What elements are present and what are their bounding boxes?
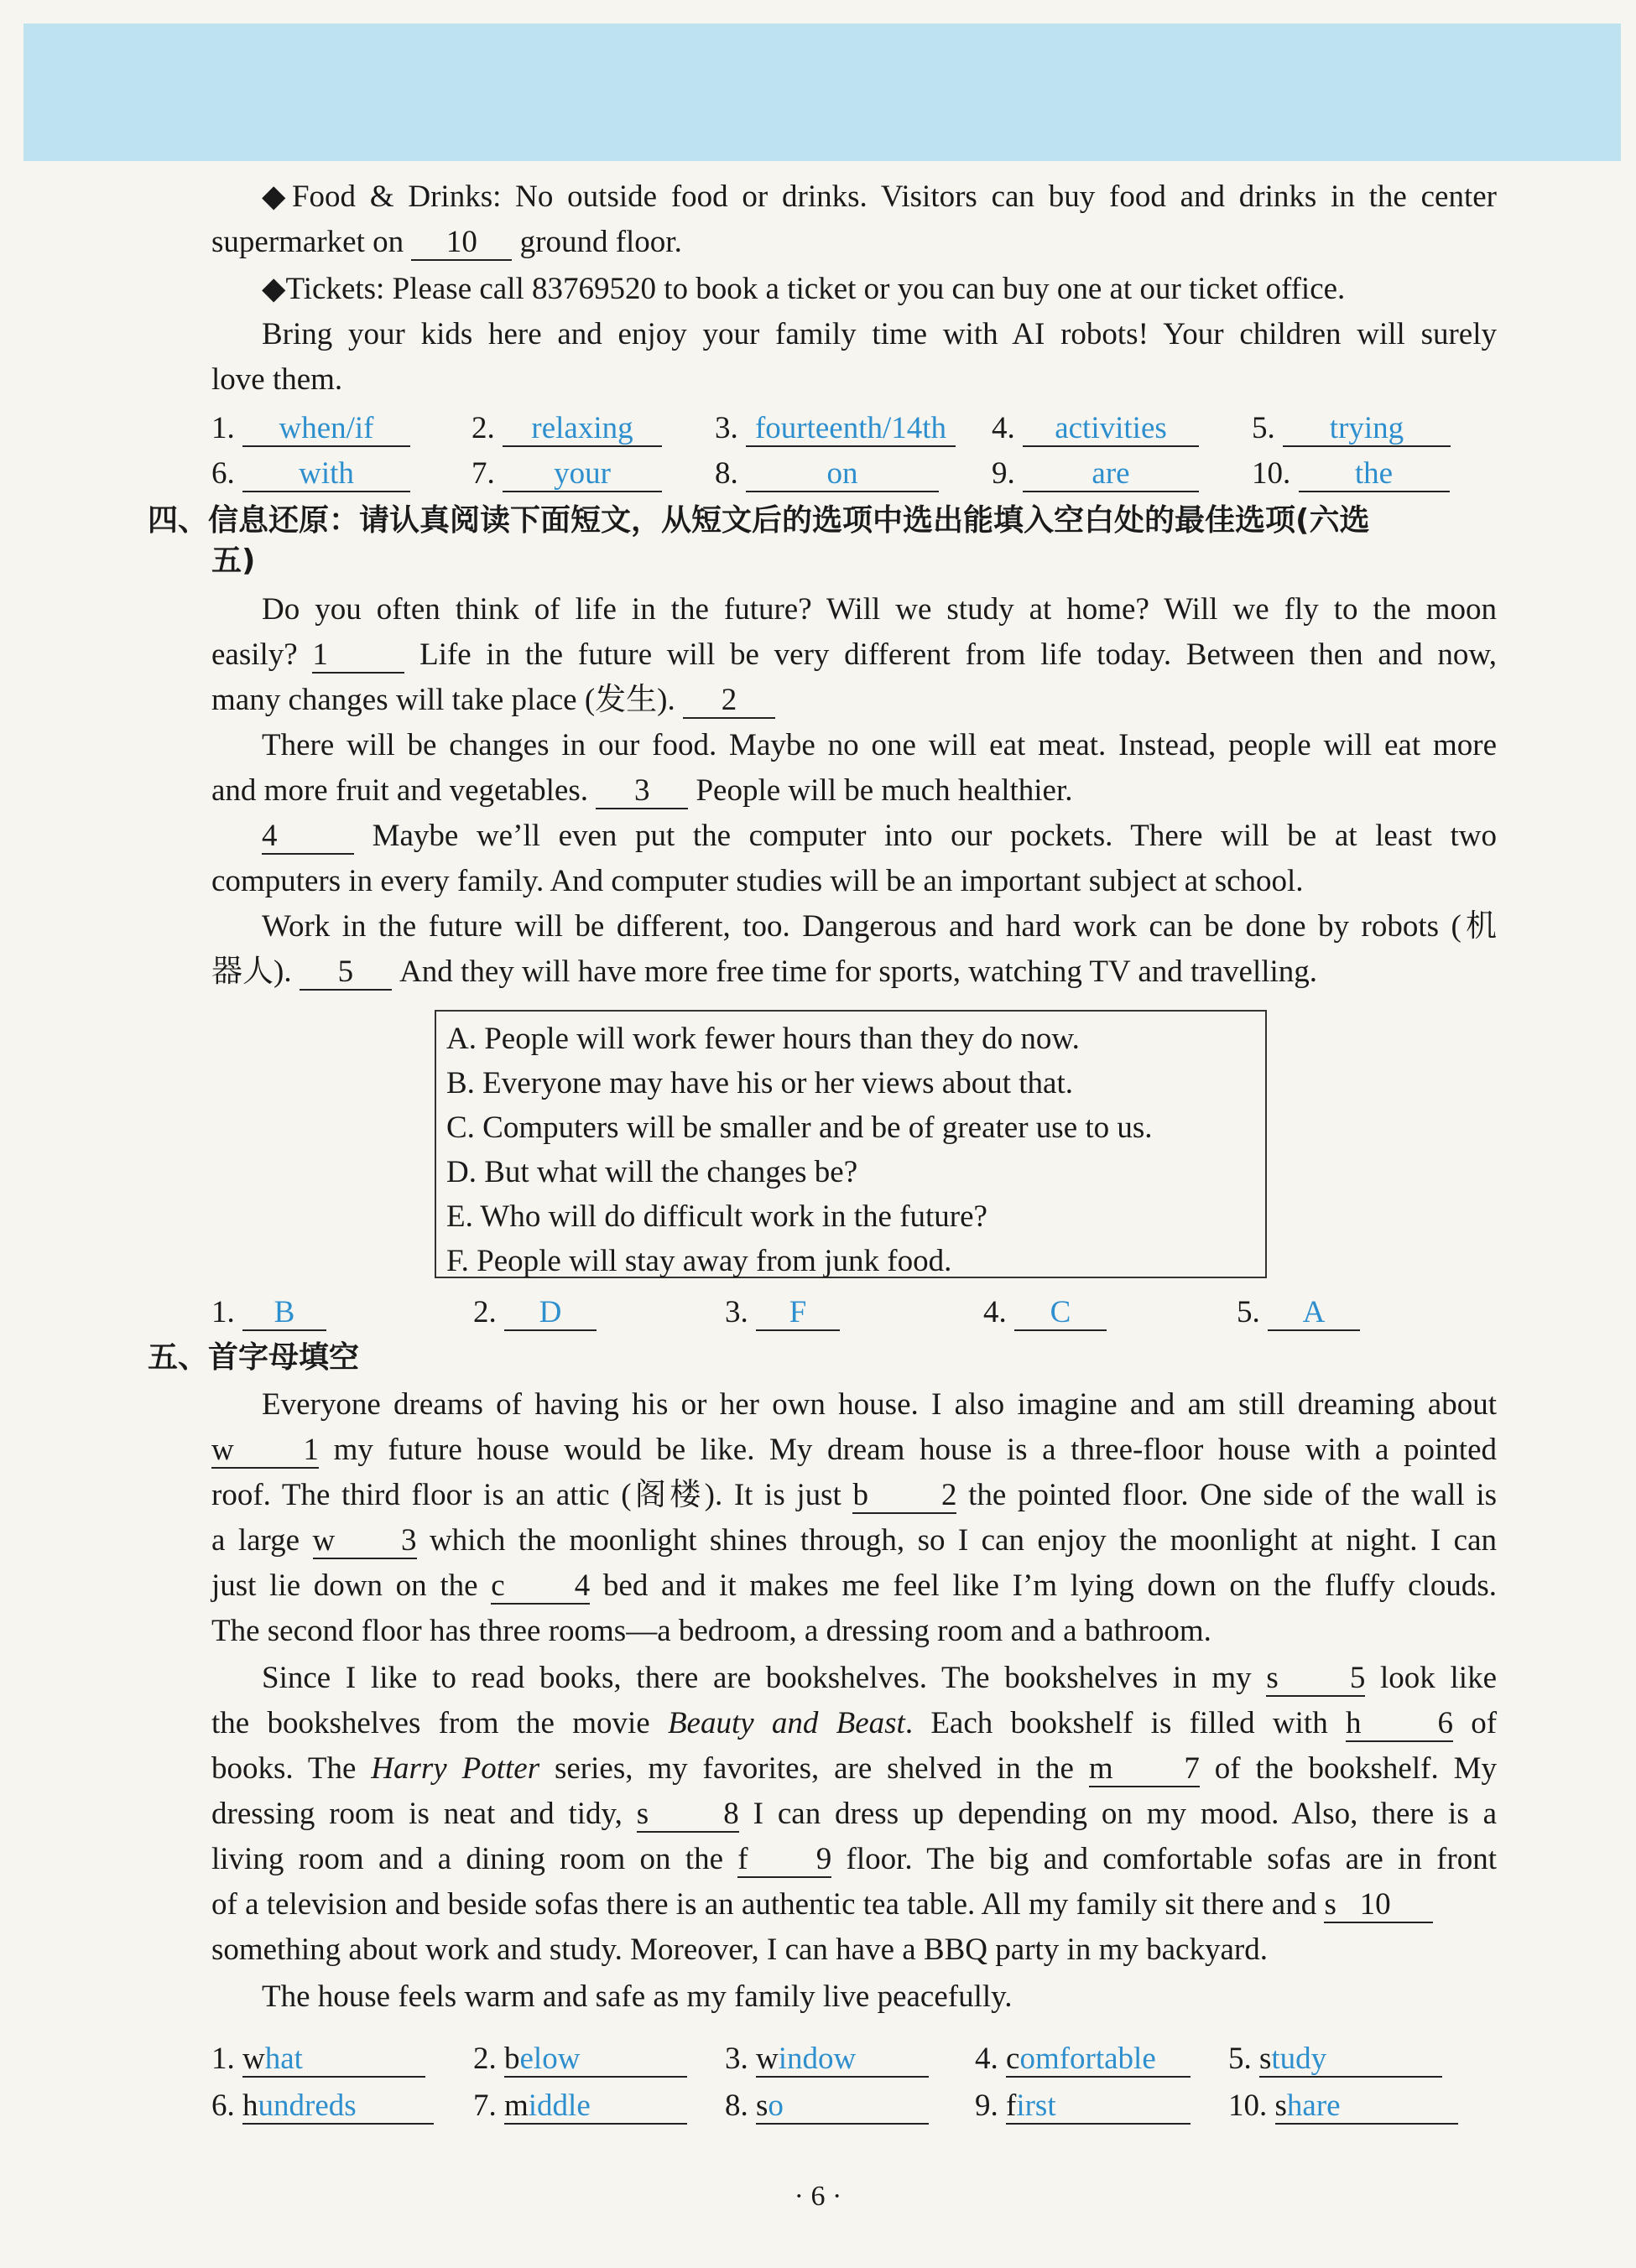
section3-answers-row1: 1. when/if 2. relaxing 3. fourteenth/14th 4. activities 5. trying xyxy=(211,406,1520,451)
s5-line6: The second floor has three rooms—a bedroom, a dressing room and a bathroom. xyxy=(211,1614,1211,1648)
s5-line9: books. The Harry Potter series, my favorites, are shelved in the m 7 of the bookshelf. My xyxy=(211,1751,1497,1786)
s5-line4: a large w 3 which the moonlight shines through, so I can enjoy the moonlight at night. I can xyxy=(211,1523,1498,1558)
s4-p1-line3: many changes will take place (发生). 2 xyxy=(211,678,1497,723)
s4-p1-line2: easily? 1 Life in the future will be very different from life today. Between then and now, xyxy=(211,637,1497,672)
blank-s5-4[interactable]: c 4 xyxy=(491,1568,591,1603)
s4-p3-line1: 4 Maybe we’ll even put the computer into our pockets. There will be at least two xyxy=(262,819,1498,853)
answer-blank[interactable]: share xyxy=(1275,2089,1458,2125)
answer-blank[interactable]: so xyxy=(756,2089,929,2125)
answer-blank[interactable]: activities xyxy=(1023,412,1199,447)
section5-heading: 五、首字母填空 xyxy=(148,1340,360,1375)
answer-blank[interactable]: trying xyxy=(1283,412,1451,447)
section3-answers-row2: 6. with 7. your 8. on 9. are 10. the xyxy=(211,451,1520,497)
blank-s5-9[interactable]: f 9 xyxy=(737,1842,832,1876)
s5-line11: living room and a dining room on the f 9 floor. The big and comfortable sofas are in front xyxy=(211,1842,1497,1876)
s5-line8: the bookshelves from the movie Beauty and Beast. Each bookshelf is filled with h 6 of xyxy=(211,1706,1498,1740)
s4-p1-line1: Do you often think of life in the future? Will we study at home? Will we fly to the moon xyxy=(262,592,1497,627)
blank-s5-2[interactable]: b 2 xyxy=(852,1478,957,1512)
blank-s5-8[interactable]: s 8 xyxy=(636,1797,739,1831)
answer-blank[interactable]: the xyxy=(1299,457,1450,492)
answer-blank[interactable]: first xyxy=(1006,2089,1191,2125)
blank-1[interactable]: 1 xyxy=(312,638,404,674)
answer-blank[interactable]: your xyxy=(503,457,662,492)
section5-answers-row2: 6. hundreds 7. middle 8. so 9. first 10. share xyxy=(211,2083,1520,2129)
answer-blank[interactable]: are xyxy=(1023,457,1199,492)
section4-heading-2: 五) xyxy=(211,544,256,578)
page-number: · 6 · xyxy=(794,2181,842,2212)
s5-line12: of a television and beside sofas there is an authentic tea table. All my family sit there and s 10 xyxy=(211,1882,1520,1927)
closing-line-2: love them. xyxy=(211,362,343,397)
section4-answers: 1. B 2. D 3. F 4. C 5. A xyxy=(211,1290,1520,1335)
answer-blank[interactable]: with xyxy=(242,457,410,492)
tickets-line: ◆Tickets: Please call 83769520 to book a ticket or you can buy one at our ticket office. xyxy=(262,272,1346,306)
answer-blank[interactable]: when/if xyxy=(242,412,410,447)
closing-line: Bring your kids here and enjoy your family time with AI robots! Your children will surely xyxy=(262,317,1497,351)
answer-blank[interactable]: comfortable xyxy=(1006,2042,1191,2078)
answer-blank[interactable]: D xyxy=(504,1296,597,1331)
s4-p4-line2: 器人). 5 And they will have more free time for sports, watching TV and travelling. xyxy=(211,955,1318,989)
s5-line7: Since I like to read books, there are bookshelves. The bookshelves in my s 5 look like xyxy=(262,1661,1497,1695)
answer-blank[interactable]: A xyxy=(1268,1296,1360,1331)
s5-line10: dressing room is neat and tidy, s 8 I can dress up depending on my mood. Also, there is a xyxy=(211,1797,1498,1831)
answer-blank[interactable]: what xyxy=(242,2042,425,2078)
blank-s5-3[interactable]: w 3 xyxy=(312,1523,417,1558)
blank-2[interactable]: 2 xyxy=(683,684,775,719)
blank-10[interactable]: 10 xyxy=(411,226,512,261)
answer-blank[interactable]: below xyxy=(504,2042,687,2078)
blank-s5-7[interactable]: m 7 xyxy=(1088,1751,1200,1786)
option-c: C. Computers will be smaller and be of greater use to us. xyxy=(446,1111,1153,1145)
blank-s5-5[interactable]: s 5 xyxy=(1266,1661,1366,1695)
s5-line2: w 1 my future house would be like. My dream house is a three-floor house with a pointed xyxy=(211,1433,1498,1467)
option-e: E. Who will do difficult work in the future? xyxy=(446,1199,987,1234)
s4-p2-line1: There will be changes in our food. Maybe no one will eat meat. Instead, people will eat more xyxy=(262,728,1497,762)
s5-line3: roof. The third floor is an attic (阁楼). It is just b 2 the pointed floor. One side of the wall is xyxy=(211,1478,1498,1512)
answer-blank[interactable]: fourteenth/14th xyxy=(746,412,956,447)
answer-blank[interactable]: C xyxy=(1014,1296,1107,1331)
food-drinks-line: ◆Food & Drinks: No outside food or drinks. Visitors can buy food and drinks in the center xyxy=(262,179,1497,214)
s5-line13: something about work and study. Moreover, I can have a BBQ party in my backyard. xyxy=(211,1932,1268,1967)
s5-line5: just lie down on the c 4 bed and it makes me feel like I’m lying down on the fluffy clouds. xyxy=(211,1568,1497,1603)
section5-answers-row1: 1. what 2. below 3. window 4. comfortable 5. study xyxy=(211,2037,1520,2082)
answer-blank[interactable]: F xyxy=(756,1296,840,1331)
blank-3[interactable]: 3 xyxy=(596,774,688,809)
answer-blank[interactable]: B xyxy=(242,1296,326,1331)
food-drinks-line-2: supermarket on 10 ground floor. xyxy=(211,225,682,259)
answer-blank[interactable]: hundreds xyxy=(242,2089,434,2125)
answer-blank[interactable]: study xyxy=(1259,2042,1442,2078)
answer-blank[interactable]: on xyxy=(746,457,939,492)
s4-p2-line2: and more fruit and vegetables. 3 People will be much healthier. xyxy=(211,773,1073,808)
option-a: A. People will work fewer hours than they do now. xyxy=(446,1022,1080,1056)
option-f: F. People will stay away from junk food. xyxy=(446,1244,952,1278)
answer-blank[interactable]: relaxing xyxy=(503,412,662,447)
section4-heading: 四、信息还原：请认真阅读下面短文，从短文后的选项中选出能填入空白处的最佳选项(六选 xyxy=(148,503,1370,538)
s5-line14: The house feels warm and safe as my family live peacefully. xyxy=(262,1979,1013,2014)
options-box xyxy=(435,1010,1267,1278)
answer-blank[interactable]: middle xyxy=(504,2089,687,2125)
blank-5[interactable]: 5 xyxy=(300,955,392,991)
s5-line1: Everyone dreams of having his or her own house. I also imagine and am still dreaming about xyxy=(262,1387,1497,1422)
answer-blank[interactable]: window xyxy=(756,2042,929,2078)
option-d: D. But what will the changes be? xyxy=(446,1155,858,1189)
blank-4[interactable]: 4 xyxy=(262,819,354,855)
s4-p3-line2: computers in every family. And computer studies will be an important subject at school. xyxy=(211,864,1304,898)
blank-s5-1[interactable]: w 1 xyxy=(211,1433,319,1467)
s4-p4-line1: Work in the future will be different, too. Dangerous and hard work can be done by robots (机 xyxy=(262,909,1497,944)
option-b: B. Everyone may have his or her views about that. xyxy=(446,1066,1073,1100)
blank-s5-10[interactable]: s 10 xyxy=(1324,1888,1433,1923)
blank-s5-6[interactable]: h 6 xyxy=(1345,1706,1453,1740)
